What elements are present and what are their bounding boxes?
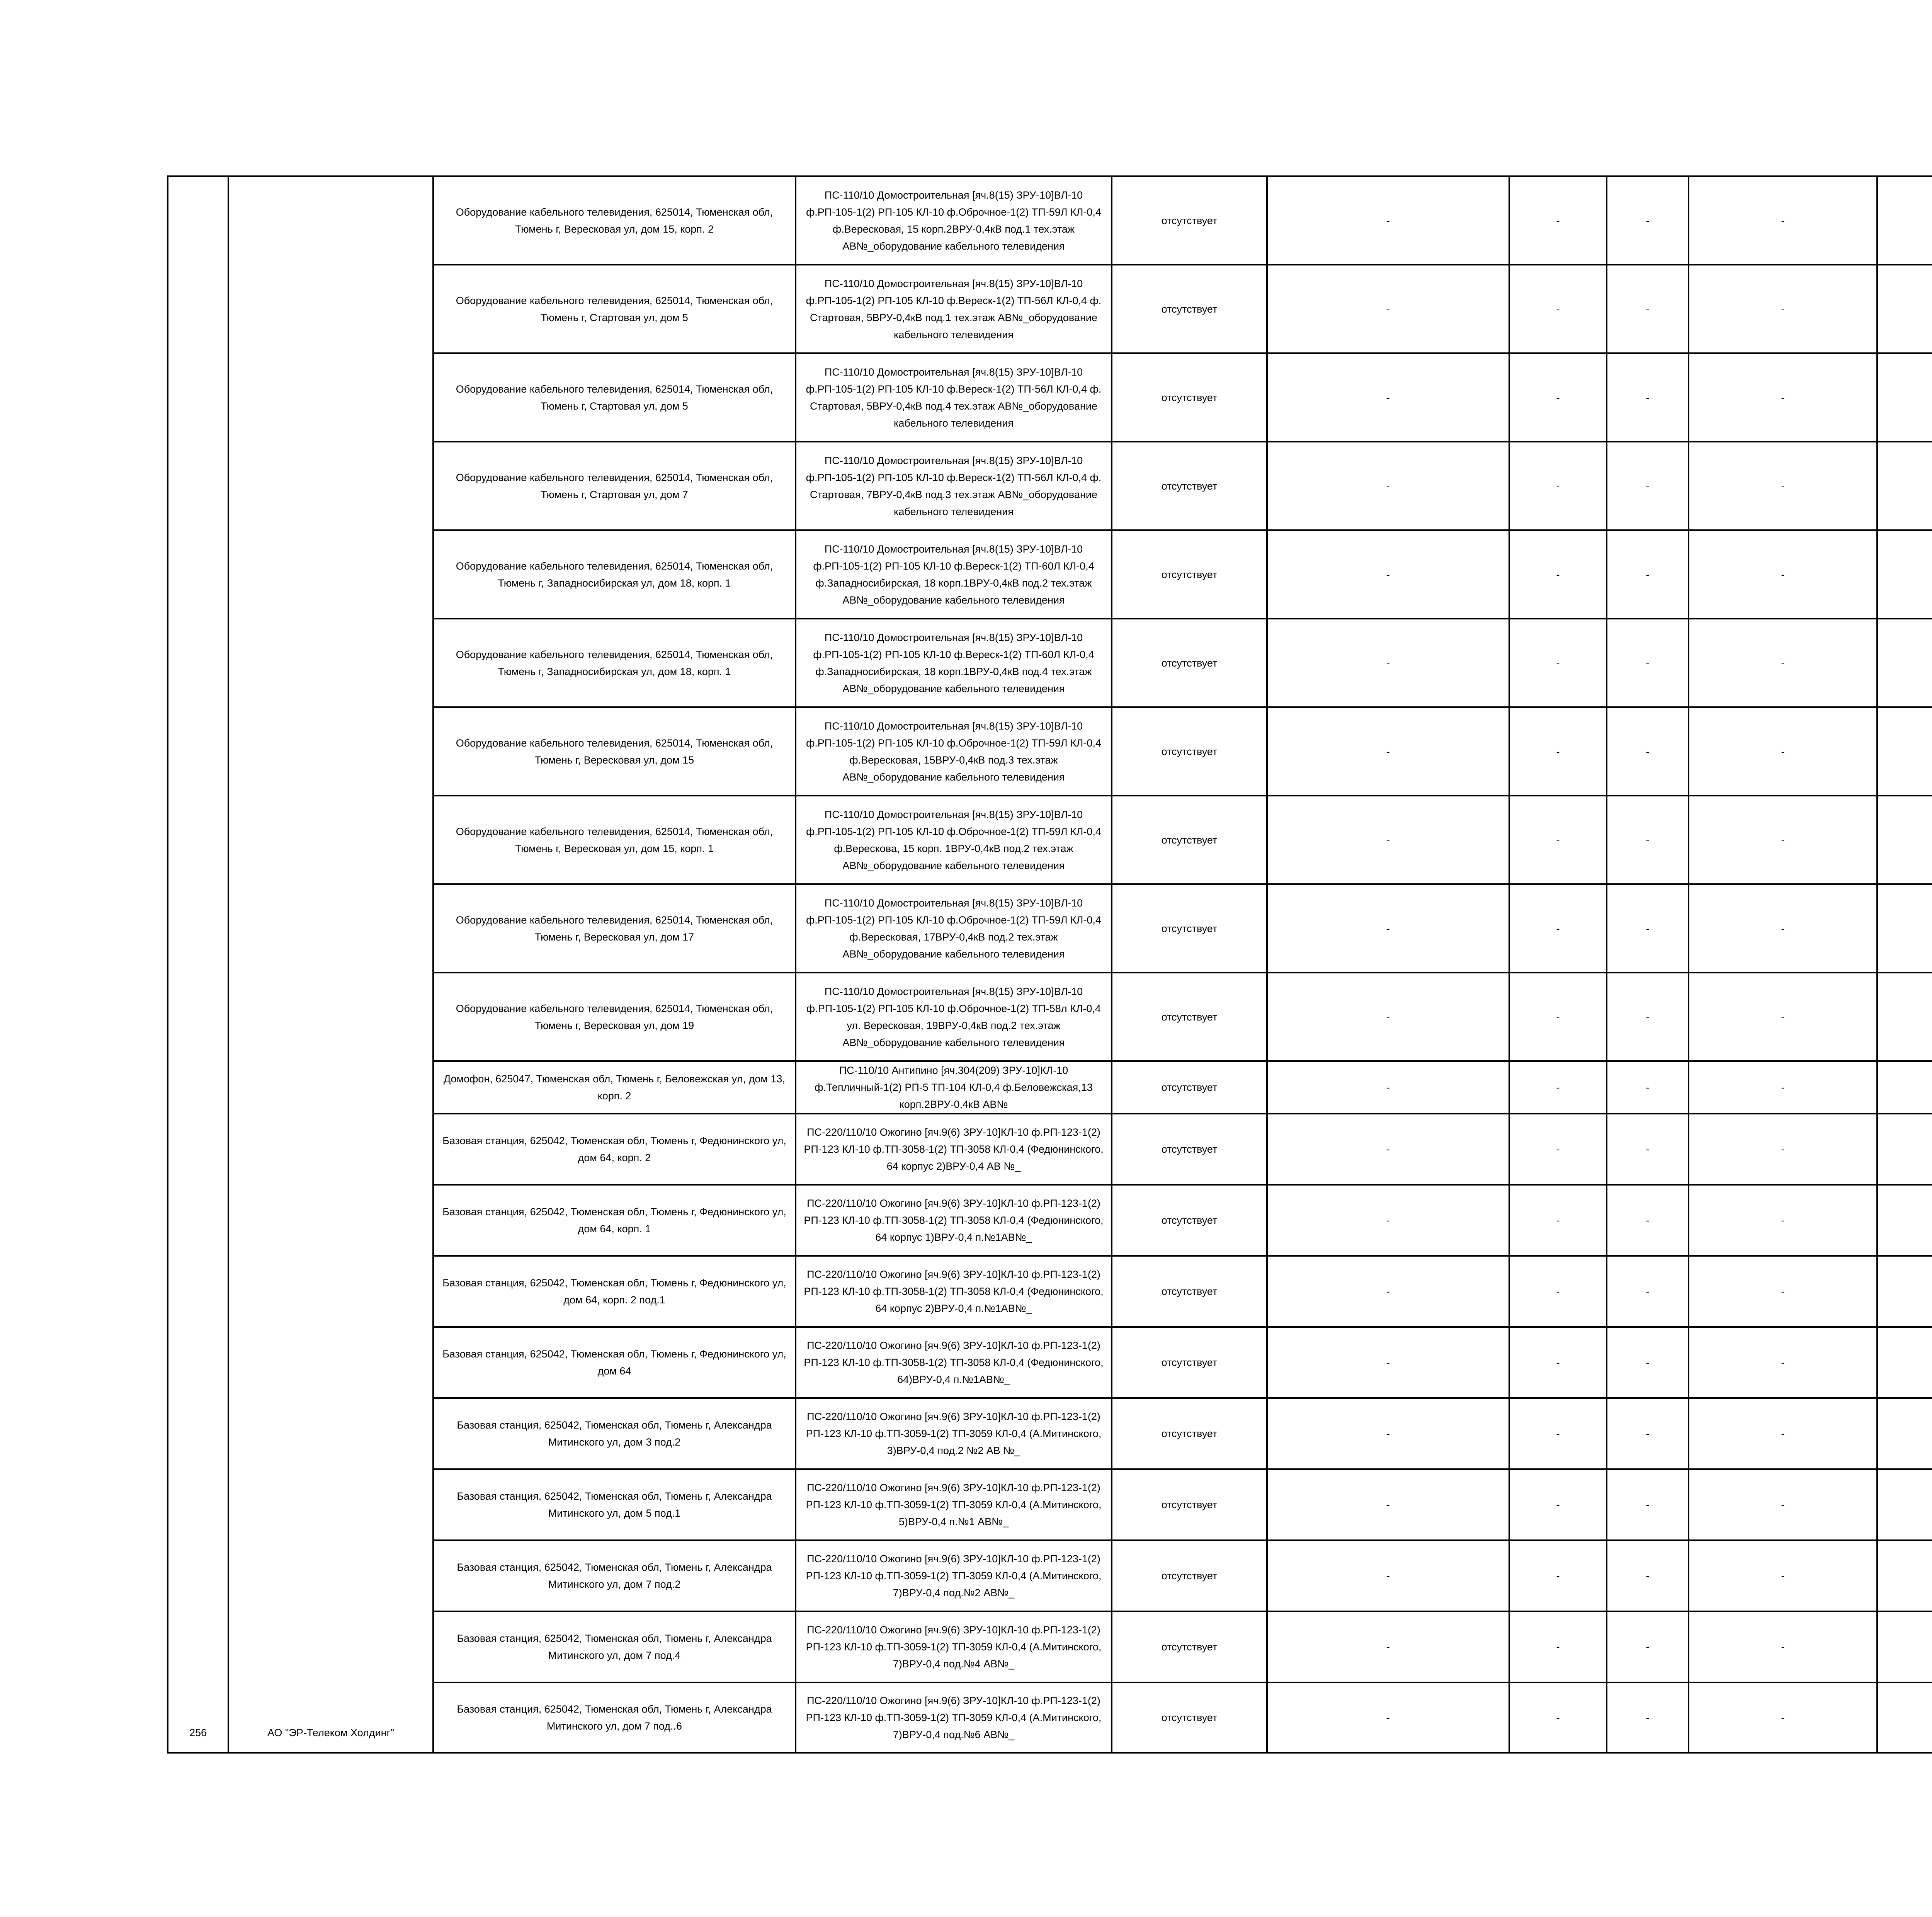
object-cell: Оборудование кабельного телевидения, 625014, Тюменская обл, Тюмень г, Западносибирская ул, дом 18, корп. 1 — [433, 619, 796, 707]
value-cell-v5 — [1877, 1061, 1932, 1114]
value-cell-v1: - — [1267, 1256, 1509, 1327]
value-cell-v3: - — [1607, 353, 1689, 442]
value-cell-v4: - — [1689, 1611, 1877, 1682]
value-cell-v4: - — [1689, 442, 1877, 530]
route-cell: ПС-110/10 Домостроительная [яч.8(15) ЗРУ-10]ВЛ-10 ф.РП-105-1(2) РП-105 КЛ-10 ф.Вереск-1(2) ТП-56Л КЛ-0,4 ф. Стартовая, 7ВРУ-0,4кВ под.3 тех.этаж АВ№_оборудование кабельного телевидения — [796, 442, 1112, 530]
value-cell-v2: - — [1509, 1061, 1607, 1114]
object-cell: Базовая станция, 625042, Тюменская обл, Тюмень г, Федюнинского ул, дом 64, корп. 1 — [433, 1185, 796, 1256]
value-cell-v4: - — [1689, 1185, 1877, 1256]
object-cell: Оборудование кабельного телевидения, 625014, Тюменская обл, Тюмень г, Вересковая ул, дом 15 — [433, 707, 796, 796]
value-cell-v3: - — [1607, 1611, 1689, 1682]
status-cell: отсутствует — [1112, 1185, 1267, 1256]
value-cell-v3: - — [1607, 442, 1689, 530]
value-cell-v2: - — [1509, 796, 1607, 884]
object-cell: Базовая станция, 625042, Тюменская обл, Тюмень г, Александра Митинского ул, дом 5 под.1 — [433, 1469, 796, 1540]
route-cell: ПС-220/110/10 Ожогино [яч.9(6) ЗРУ-10]КЛ-10 ф.РП-123-1(2) РП-123 КЛ-10 ф.ТП-3059-1(2) ТП-3059 КЛ-0,4 (А.Митинского, 5)ВРУ-0,4 п.№1 АВ№_ — [796, 1469, 1112, 1540]
status-cell: отсутствует — [1112, 884, 1267, 973]
value-cell-v5 — [1877, 1256, 1932, 1327]
value-cell-v4: - — [1689, 1327, 1877, 1398]
value-cell-v4: - — [1689, 884, 1877, 973]
value-cell-v2: - — [1509, 1611, 1607, 1682]
value-cell-v4: - — [1689, 1682, 1877, 1753]
value-cell-v1: - — [1267, 973, 1509, 1061]
value-cell-v1: - — [1267, 1540, 1509, 1611]
object-cell: Домофон, 625047, Тюменская обл, Тюмень г, Беловежская ул, дом 13, корп. 2 — [433, 1061, 796, 1114]
value-cell-v2: - — [1509, 973, 1607, 1061]
status-cell: отсутствует — [1112, 1540, 1267, 1611]
status-cell: отсутствует — [1112, 530, 1267, 619]
object-cell: Оборудование кабельного телевидения, 625014, Тюменская обл, Тюмень г, Вересковая ул, дом 15, корп. 1 — [433, 796, 796, 884]
value-cell-v5 — [1877, 973, 1932, 1061]
value-cell-v3: - — [1607, 1114, 1689, 1185]
value-cell-v1: - — [1267, 707, 1509, 796]
value-cell-v3: - — [1607, 884, 1689, 973]
route-cell: ПС-110/10 Домостроительная [яч.8(15) ЗРУ-10]ВЛ-10 ф.РП-105-1(2) РП-105 КЛ-10 ф.Оброчное-1(2) ТП-59Л КЛ-0,4 ф.Вересковая, 15 корп.2ВРУ-0,4кВ под.1 тех.этаж АВ№_оборудование кабельного телевидения — [796, 176, 1112, 265]
value-cell-v4: - — [1689, 707, 1877, 796]
value-cell-v2: - — [1509, 1540, 1607, 1611]
object-cell: Оборудование кабельного телевидения, 625014, Тюменская обл, Тюмень г, Стартовая ул, дом 7 — [433, 442, 796, 530]
value-cell-v2: - — [1509, 1682, 1607, 1753]
value-cell-v5 — [1877, 1469, 1932, 1540]
route-cell: ПС-110/10 Домостроительная [яч.8(15) ЗРУ-10]ВЛ-10 ф.РП-105-1(2) РП-105 КЛ-10 ф.Вереск-1(2) ТП-60Л КЛ-0,4 ф.Западносибирская, 18 корп.1ВРУ-0,4кВ под.4 тех.этаж АВ№_оборудование кабельного телевидения — [796, 619, 1112, 707]
value-cell-v3: - — [1607, 1398, 1689, 1469]
value-cell-v1: - — [1267, 265, 1509, 353]
value-cell-v2: - — [1509, 1256, 1607, 1327]
route-cell: ПС-220/110/10 Ожогино [яч.9(6) ЗРУ-10]КЛ-10 ф.РП-123-1(2) РП-123 КЛ-10 ф.ТП-3058-1(2) ТП-3058 КЛ-0,4 (Федюнинского, 64 корпус 2)ВРУ-0,4 п.№1АВ№_ — [796, 1256, 1112, 1327]
status-cell: отсутствует — [1112, 796, 1267, 884]
route-cell: ПС-220/110/10 Ожогино [яч.9(6) ЗРУ-10]КЛ-10 ф.РП-123-1(2) РП-123 КЛ-10 ф.ТП-3058-1(2) ТП-3058 КЛ-0,4 (Федюнинского, 64 корпус 1)ВРУ-0,4 п.№1АВ№_ — [796, 1185, 1112, 1256]
value-cell-v1: - — [1267, 1114, 1509, 1185]
value-cell-v1: - — [1267, 1682, 1509, 1753]
value-cell-v1: - — [1267, 619, 1509, 707]
value-cell-v3: - — [1607, 1469, 1689, 1540]
value-cell-v4: - — [1689, 530, 1877, 619]
value-cell-v1: - — [1267, 1327, 1509, 1398]
value-cell-v5 — [1877, 619, 1932, 707]
value-cell-v3: - — [1607, 973, 1689, 1061]
status-cell: отсутствует — [1112, 1061, 1267, 1114]
value-cell-v2: - — [1509, 442, 1607, 530]
status-cell: отсутствует — [1112, 1611, 1267, 1682]
value-cell-v5 — [1877, 176, 1932, 265]
status-cell: отсутствует — [1112, 442, 1267, 530]
value-cell-v4: - — [1689, 796, 1877, 884]
value-cell-v3: - — [1607, 1540, 1689, 1611]
value-cell-v5 — [1877, 1185, 1932, 1256]
object-cell: Оборудование кабельного телевидения, 625014, Тюменская обл, Тюмень г, Стартовая ул, дом 5 — [433, 265, 796, 353]
route-cell: ПС-110/10 Домостроительная [яч.8(15) ЗРУ-10]ВЛ-10 ф.РП-105-1(2) РП-105 КЛ-10 ф.Вереск-1(2) ТП-60Л КЛ-0,4 ф.Западносибирская, 18 корп.1ВРУ-0,4кВ под.2 тех.этаж АВ№_оборудование кабельного телевидения — [796, 530, 1112, 619]
value-cell-v5 — [1877, 1398, 1932, 1469]
object-cell: Базовая станция, 625042, Тюменская обл, Тюмень г, Федюнинского ул, дом 64 — [433, 1327, 796, 1398]
value-cell-v4: - — [1689, 1469, 1877, 1540]
object-cell: Оборудование кабельного телевидения, 625014, Тюменская обл, Тюмень г, Западносибирская ул, дом 18, корп. 1 — [433, 530, 796, 619]
value-cell-v2: - — [1509, 884, 1607, 973]
value-cell-v3: - — [1607, 1256, 1689, 1327]
value-cell-v1: - — [1267, 353, 1509, 442]
value-cell-v3: - — [1607, 707, 1689, 796]
status-cell: отсутствует — [1112, 619, 1267, 707]
status-cell: отсутствует — [1112, 265, 1267, 353]
value-cell-v5 — [1877, 353, 1932, 442]
value-cell-v5 — [1877, 1682, 1932, 1753]
object-cell: Базовая станция, 625042, Тюменская обл, Тюмень г, Александра Митинского ул, дом 7 под.4 — [433, 1611, 796, 1682]
status-cell: отсутствует — [1112, 176, 1267, 265]
value-cell-v4: - — [1689, 1256, 1877, 1327]
value-cell-v3: - — [1607, 176, 1689, 265]
value-cell-v5 — [1877, 265, 1932, 353]
object-cell: Базовая станция, 625042, Тюменская обл, Тюмень г, Федюнинского ул, дом 64, корп. 2 под.1 — [433, 1256, 796, 1327]
value-cell-v5 — [1877, 1540, 1932, 1611]
value-cell-v1: - — [1267, 796, 1509, 884]
value-cell-v5 — [1877, 796, 1932, 884]
object-cell: Оборудование кабельного телевидения, 625014, Тюменская обл, Тюмень г, Вересковая ул, дом 15, корп. 2 — [433, 176, 796, 265]
value-cell-v2: - — [1509, 1327, 1607, 1398]
status-cell: отсутствует — [1112, 973, 1267, 1061]
object-cell: Базовая станция, 625042, Тюменская обл, Тюмень г, Александра Митинского ул, дом 7 под.2 — [433, 1540, 796, 1611]
value-cell-v4: - — [1689, 619, 1877, 707]
route-cell: ПС-220/110/10 Ожогино [яч.9(6) ЗРУ-10]КЛ-10 ф.РП-123-1(2) РП-123 КЛ-10 ф.ТП-3059-1(2) ТП-3059 КЛ-0,4 (А.Митинского, 7)ВРУ-0,4 под.№4 АВ№_ — [796, 1611, 1112, 1682]
value-cell-v3: - — [1607, 619, 1689, 707]
value-cell-v5 — [1877, 442, 1932, 530]
status-cell: отсутствует — [1112, 1469, 1267, 1540]
status-cell: отсутствует — [1112, 1398, 1267, 1469]
value-cell-v2: - — [1509, 176, 1607, 265]
table-row — [168, 176, 1932, 265]
consumers-table — [167, 175, 1932, 1754]
status-cell: отсутствует — [1112, 1114, 1267, 1185]
route-cell: ПС-110/10 Домостроительная [яч.8(15) ЗРУ-10]ВЛ-10 ф.РП-105-1(2) РП-105 КЛ-10 ф.Оброчное-1(2) ТП-59Л КЛ-0,4 ф.Вересковая, 15ВРУ-0,4кВ под.3 тех.этаж АВ№_оборудование кабельного телевидения — [796, 707, 1112, 796]
value-cell-v3: - — [1607, 1061, 1689, 1114]
value-cell-v4: - — [1689, 1398, 1877, 1469]
value-cell-v2: - — [1509, 530, 1607, 619]
route-cell: ПС-110/10 Домостроительная [яч.8(15) ЗРУ-10]ВЛ-10 ф.РП-105-1(2) РП-105 КЛ-10 ф.Вереск-1(2) ТП-56Л КЛ-0,4 ф. Стартовая, 5ВРУ-0,4кВ под.1 тех.этаж АВ№_оборудование кабельного телевидения — [796, 265, 1112, 353]
value-cell-v5 — [1877, 1114, 1932, 1185]
value-cell-v3: - — [1607, 265, 1689, 353]
status-cell: отсутствует — [1112, 1327, 1267, 1398]
value-cell-v3: - — [1607, 530, 1689, 619]
object-cell: Базовая станция, 625042, Тюменская обл, Тюмень г, Александра Митинского ул, дом 7 под..6 — [433, 1682, 796, 1753]
organization-cell: АО "ЭР-Телеком Холдинг" — [228, 176, 433, 1753]
value-cell-v3: - — [1607, 796, 1689, 884]
value-cell-v4: - — [1689, 1114, 1877, 1185]
route-cell: ПС-220/110/10 Ожогино [яч.9(6) ЗРУ-10]КЛ-10 ф.РП-123-1(2) РП-123 КЛ-10 ф.ТП-3059-1(2) ТП-3059 КЛ-0,4 (А.Митинского, 7)ВРУ-0,4 под.№6 АВ№_ — [796, 1682, 1112, 1753]
route-cell: ПС-110/10 Домостроительная [яч.8(15) ЗРУ-10]ВЛ-10 ф.РП-105-1(2) РП-105 КЛ-10 ф.Оброчное-1(2) ТП-59Л КЛ-0,4 ф.Вересковa, 15 корп. 1ВРУ-0,4кВ под.2 тех.этаж АВ№_оборудование кабельного телевидения — [796, 796, 1112, 884]
value-cell-v1: - — [1267, 1611, 1509, 1682]
value-cell-v1: - — [1267, 1185, 1509, 1256]
route-cell: ПС-220/110/10 Ожогино [яч.9(6) ЗРУ-10]КЛ-10 ф.РП-123-1(2) РП-123 КЛ-10 ф.ТП-3058-1(2) ТП-3058 КЛ-0,4 (Федюнинского, 64 корпус 2)ВРУ-0,4 АВ №_ — [796, 1114, 1112, 1185]
value-cell-v5 — [1877, 530, 1932, 619]
object-cell: Базовая станция, 625042, Тюменская обл, Тюмень г, Федюнинского ул, дом 64, корп. 2 — [433, 1114, 796, 1185]
value-cell-v1: - — [1267, 1398, 1509, 1469]
value-cell-v4: - — [1689, 973, 1877, 1061]
value-cell-v3: - — [1607, 1682, 1689, 1753]
route-cell: ПС-220/110/10 Ожогино [яч.9(6) ЗРУ-10]КЛ-10 ф.РП-123-1(2) РП-123 КЛ-10 ф.ТП-3059-1(2) ТП-3059 КЛ-0,4 (А.Митинского, 3)ВРУ-0,4 под.2 №2 АВ №_ — [796, 1398, 1112, 1469]
value-cell-v2: - — [1509, 1469, 1607, 1540]
row-number-cell: 256 — [168, 176, 228, 1753]
value-cell-v1: - — [1267, 1469, 1509, 1540]
object-cell: Оборудование кабельного телевидения, 625014, Тюменская обл, Тюмень г, Вересковая ул, дом 17 — [433, 884, 796, 973]
value-cell-v1: - — [1267, 530, 1509, 619]
value-cell-v5 — [1877, 1611, 1932, 1682]
value-cell-v1: - — [1267, 176, 1509, 265]
route-cell: ПС-110/10 Домостроительная [яч.8(15) ЗРУ-10]ВЛ-10 ф.РП-105-1(2) РП-105 КЛ-10 ф.Оброчное-1(2) ТП-58л КЛ-0,4 ул. Вересковая, 19ВРУ-0,4кВ под.2 тех.этаж АВ№_оборудование кабельного телевидения — [796, 973, 1112, 1061]
value-cell-v2: - — [1509, 1398, 1607, 1469]
status-cell: отсутствует — [1112, 1256, 1267, 1327]
value-cell-v4: - — [1689, 1061, 1877, 1114]
route-cell: ПС-220/110/10 Ожогино [яч.9(6) ЗРУ-10]КЛ-10 ф.РП-123-1(2) РП-123 КЛ-10 ф.ТП-3058-1(2) ТП-3058 КЛ-0,4 (Федюнинского, 64)ВРУ-0,4 п.№1АВ№_ — [796, 1327, 1112, 1398]
value-cell-v2: - — [1509, 1114, 1607, 1185]
value-cell-v5 — [1877, 884, 1932, 973]
value-cell-v1: - — [1267, 884, 1509, 973]
value-cell-v2: - — [1509, 707, 1607, 796]
object-cell: Оборудование кабельного телевидения, 625014, Тюменская обл, Тюмень г, Стартовая ул, дом 5 — [433, 353, 796, 442]
value-cell-v4: - — [1689, 1540, 1877, 1611]
value-cell-v4: - — [1689, 353, 1877, 442]
value-cell-v4: - — [1689, 265, 1877, 353]
object-cell: Базовая станция, 625042, Тюменская обл, Тюмень г, Александра Митинского ул, дом 3 под.2 — [433, 1398, 796, 1469]
route-cell: ПС-220/110/10 Ожогино [яч.9(6) ЗРУ-10]КЛ-10 ф.РП-123-1(2) РП-123 КЛ-10 ф.ТП-3059-1(2) ТП-3059 КЛ-0,4 (А.Митинского, 7)ВРУ-0,4 под.№2 АВ№_ — [796, 1540, 1112, 1611]
value-cell-v4: - — [1689, 176, 1877, 265]
value-cell-v3: - — [1607, 1185, 1689, 1256]
route-cell: ПС-110/10 Антипино [яч.304(209) ЗРУ-10]КЛ-10 ф.Тепличный-1(2) РП-5 ТП-104 КЛ-0,4 ф.Беловежская,13 корп.2ВРУ-0,4кВ АВ№ — [796, 1061, 1112, 1114]
value-cell-v5 — [1877, 707, 1932, 796]
value-cell-v3: - — [1607, 1327, 1689, 1398]
value-cell-v2: - — [1509, 1185, 1607, 1256]
route-cell: ПС-110/10 Домостроительная [яч.8(15) ЗРУ-10]ВЛ-10 ф.РП-105-1(2) РП-105 КЛ-10 ф.Вереск-1(2) ТП-56Л КЛ-0,4 ф. Стартовая, 5ВРУ-0,4кВ под.4 тех.этаж АВ№_оборудование кабельного телевидения — [796, 353, 1112, 442]
value-cell-v2: - — [1509, 619, 1607, 707]
value-cell-v5 — [1877, 1327, 1932, 1398]
value-cell-v1: - — [1267, 442, 1509, 530]
value-cell-v1: - — [1267, 1061, 1509, 1114]
value-cell-v2: - — [1509, 353, 1607, 442]
status-cell: отсутствует — [1112, 353, 1267, 442]
status-cell: отсутствует — [1112, 707, 1267, 796]
status-cell: отсутствует — [1112, 1682, 1267, 1753]
value-cell-v2: - — [1509, 265, 1607, 353]
route-cell: ПС-110/10 Домостроительная [яч.8(15) ЗРУ-10]ВЛ-10 ф.РП-105-1(2) РП-105 КЛ-10 ф.Оброчное-1(2) ТП-59Л КЛ-0,4 ф.Вересковая, 17ВРУ-0,4кВ под.2 тех.этаж АВ№_оборудование кабельного телевидения — [796, 884, 1112, 973]
object-cell: Оборудование кабельного телевидения, 625014, Тюменская обл, Тюмень г, Вересковая ул, дом 19 — [433, 973, 796, 1061]
